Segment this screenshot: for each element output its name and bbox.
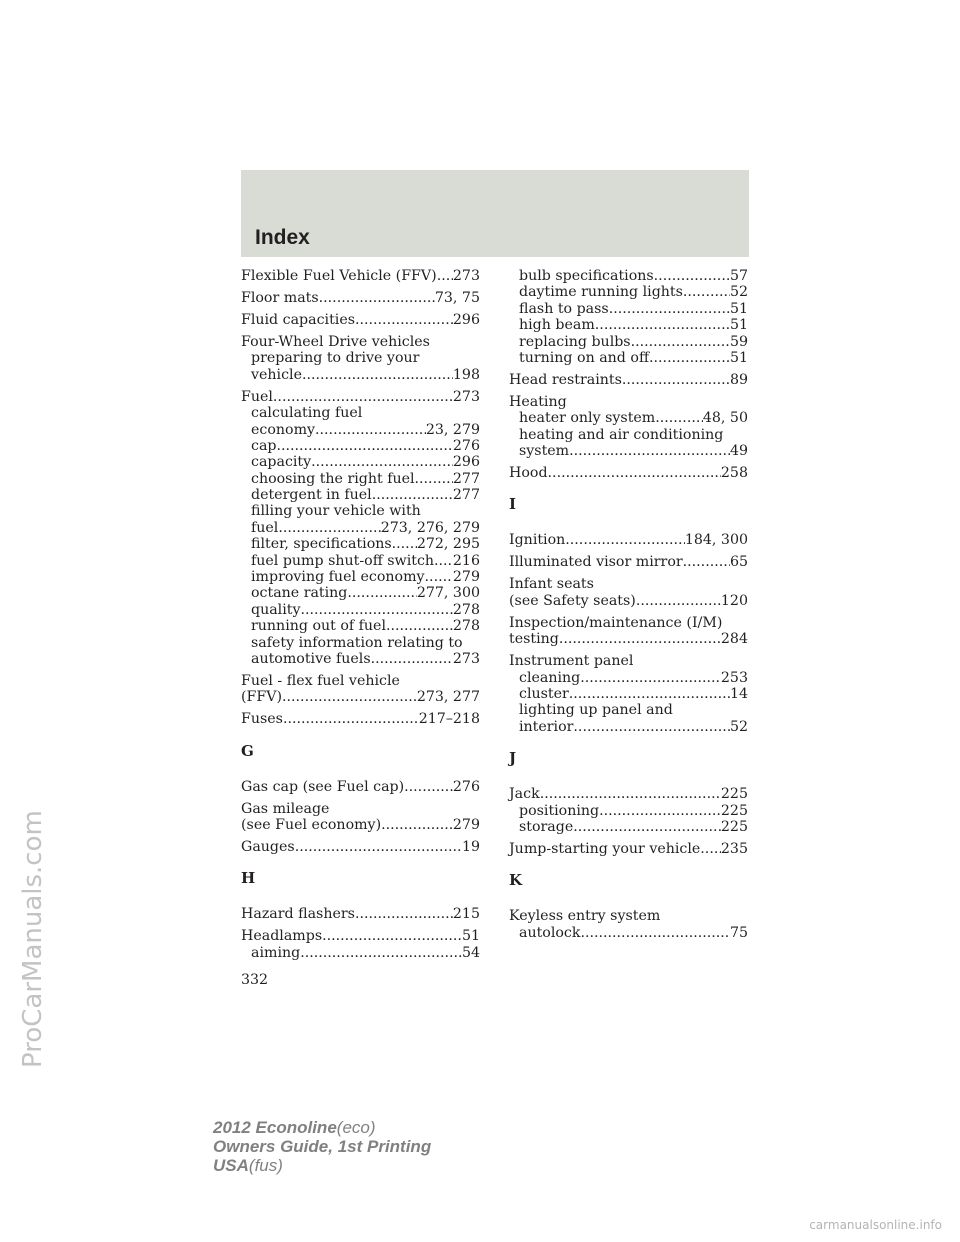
- footer-line-model: [213, 1118, 431, 1137]
- index-entry: [509, 465, 748, 481]
- index-subentry: [241, 536, 480, 552]
- entry-text: Fluid capacities: [241, 311, 355, 328]
- dot-leader: [654, 268, 730, 284]
- dot-leader: [649, 350, 730, 366]
- entry-text: Instrument panel: [509, 653, 634, 670]
- entry-page-ref: 57: [729, 268, 748, 284]
- dot-leader: [355, 906, 453, 922]
- footer-region-code: (fus): [248, 1156, 283, 1175]
- index-subentry: [241, 422, 480, 438]
- index-subentry: [509, 686, 748, 702]
- entry-text: filter, specifications: [251, 536, 392, 553]
- entry-page-ref: 276: [452, 437, 480, 454]
- index-subentry: [509, 702, 748, 718]
- watermark: ProCarManuals.com: [18, 810, 48, 1068]
- index-entry: [241, 389, 480, 668]
- dot-leader: [540, 786, 721, 802]
- index-entry-line: [509, 653, 748, 669]
- entry-page-ref: 51: [461, 928, 480, 945]
- dot-leader: [300, 945, 462, 961]
- index-subentry: [509, 670, 748, 686]
- dot-leader: [278, 520, 380, 536]
- entry-page-ref: 120: [720, 592, 748, 609]
- entry-page-ref: 258: [720, 465, 748, 482]
- dot-leader: [580, 670, 721, 686]
- index-subentry: [509, 803, 748, 819]
- dot-leader: [322, 928, 462, 944]
- entry-text: Fuses: [241, 711, 283, 728]
- entry-page-ref: 51: [729, 349, 748, 366]
- page-number: 332: [241, 972, 269, 988]
- entry-text: (see Safety seats): [509, 592, 636, 609]
- dot-leader: [319, 290, 435, 306]
- footer-region: USA: [213, 1156, 249, 1175]
- entry-page-ref: 14: [729, 685, 748, 702]
- index-subentry: [241, 454, 480, 470]
- index-entry-line: [509, 593, 748, 609]
- dot-leader: [569, 686, 730, 702]
- entry-text: (FFV): [241, 689, 283, 706]
- entry-text: interior: [519, 718, 574, 735]
- entry-page-ref: 277: [452, 487, 480, 504]
- entry-text: testing: [509, 631, 559, 648]
- entry-page-ref: 51: [729, 300, 748, 317]
- index-entry-line: [241, 817, 480, 833]
- index-entry-line: [509, 576, 748, 592]
- footer-line-region: [213, 1156, 431, 1175]
- index-entry-line: [241, 290, 480, 306]
- index-entry: [241, 801, 480, 834]
- dot-leader: [599, 803, 721, 819]
- dot-leader: [573, 819, 721, 835]
- entry-text: autolock: [519, 924, 581, 941]
- dot-leader: [683, 284, 730, 300]
- index-subentry: [241, 635, 480, 651]
- entry-page-ref: 75: [729, 924, 748, 941]
- index-entry-line: [241, 839, 480, 855]
- entry-text: improving fuel economy: [251, 569, 425, 586]
- dot-leader: [381, 817, 453, 833]
- dot-leader: [283, 711, 419, 727]
- entry-page-ref: 65: [729, 554, 748, 571]
- index-entry-line: [509, 841, 748, 857]
- index-subentry: [241, 945, 480, 961]
- entry-page-ref: 54: [461, 944, 480, 961]
- entry-text: heating and air conditioning: [519, 426, 724, 443]
- index-entry: [509, 554, 748, 570]
- entry-page-ref: 296: [452, 311, 480, 328]
- entry-page-ref: 89: [729, 371, 748, 388]
- dot-leader: [371, 651, 453, 667]
- index-entry: [509, 653, 748, 735]
- index-entry-line: [241, 268, 480, 284]
- dot-leader: [277, 438, 453, 454]
- index-entry: [241, 673, 480, 706]
- dot-leader: [609, 301, 730, 317]
- dot-leader: [347, 585, 416, 601]
- dot-leader: [655, 410, 703, 426]
- dot-leader: [386, 618, 453, 634]
- entry-page-ref: 277, 300: [416, 585, 480, 602]
- index-entry: [509, 576, 748, 609]
- index-entry: [509, 615, 748, 648]
- index-subentry: [509, 268, 748, 284]
- index-subentry: [509, 334, 748, 350]
- index-entry: [241, 334, 480, 383]
- dot-leader: [683, 554, 730, 570]
- entry-page-ref: 279: [452, 569, 480, 586]
- footer-line-guide: [213, 1137, 431, 1156]
- entry-text: cleaning: [519, 669, 581, 686]
- entry-text: safety information relating to: [251, 634, 463, 651]
- entry-text: cluster: [519, 685, 569, 702]
- entry-text: Illuminated visor mirror: [509, 554, 683, 571]
- entry-page-ref: 235: [720, 840, 748, 857]
- entry-text: Gauges: [241, 839, 295, 856]
- index-section-letter: H: [241, 869, 256, 888]
- entry-text: capacity: [251, 454, 312, 471]
- footer: [213, 1118, 431, 1175]
- entry-page-ref: 272, 295: [416, 536, 480, 553]
- dot-leader: [315, 422, 426, 438]
- entry-page-ref: 73, 75: [434, 289, 480, 306]
- entry-text: filling your vehicle with: [251, 503, 421, 520]
- dot-leader: [548, 465, 721, 481]
- entry-text: Gas mileage: [241, 800, 330, 817]
- page-title: Index: [255, 226, 310, 249]
- dot-leader: [355, 312, 453, 328]
- index-subentry: [509, 317, 748, 333]
- index-subentry: [241, 438, 480, 454]
- dot-leader: [282, 689, 417, 705]
- index-entry: [241, 268, 480, 284]
- entry-text: lighting up panel and: [519, 702, 673, 719]
- dot-leader: [392, 536, 417, 552]
- entry-page-ref: 284: [720, 631, 748, 648]
- entry-page-ref: 48, 50: [702, 410, 748, 427]
- entry-page-ref: 59: [729, 333, 748, 350]
- entry-text: vehicle: [251, 366, 302, 383]
- entry-text: Hood: [509, 465, 548, 482]
- entry-page-ref: 217–218: [418, 711, 480, 728]
- index-entry-line: [241, 689, 480, 705]
- entry-text: Jack: [509, 786, 540, 803]
- index-entry-line: [509, 631, 748, 647]
- entry-text: heater only system: [519, 410, 656, 427]
- index-entry-line: [509, 532, 748, 548]
- index-subentry: [241, 471, 480, 487]
- index-entry-line: [509, 394, 748, 410]
- entry-page-ref: 52: [729, 718, 748, 735]
- index-subentry: [241, 405, 480, 421]
- index-subentry: [241, 487, 480, 503]
- index-entry-line: [241, 928, 480, 944]
- entry-text: Flexible Fuel Vehicle (FFV): [241, 268, 437, 284]
- index-entry-line: [509, 615, 748, 631]
- entry-page-ref: 273, 277: [416, 689, 480, 706]
- dot-leader: [559, 631, 721, 647]
- entry-text: bulb specifications: [519, 268, 654, 284]
- index-entry-line: [509, 554, 748, 570]
- entry-text: Head restraints: [509, 371, 622, 388]
- index-entry-line: [509, 908, 748, 924]
- index-entry: [241, 906, 480, 922]
- dot-leader: [595, 317, 730, 333]
- entry-text: choosing the right fuel: [251, 470, 415, 487]
- dot-leader: [622, 372, 730, 388]
- index-entry-line: [241, 673, 480, 689]
- entry-page-ref: 279: [452, 817, 480, 834]
- entry-page-ref: 23, 279: [425, 421, 480, 438]
- site-watermark: carmanualsonline.info: [809, 1218, 942, 1232]
- index-entry-line: [241, 779, 480, 795]
- index-subentry: [509, 925, 748, 941]
- entry-text: Infant seats: [509, 576, 594, 593]
- dot-leader: [631, 334, 730, 350]
- header-band: [241, 170, 749, 257]
- index-subentry: [241, 618, 480, 634]
- index-subentry: [509, 350, 748, 366]
- index-section-letter: J: [509, 749, 517, 768]
- index-subentry: [241, 602, 480, 618]
- entry-text: (see Fuel economy): [241, 817, 382, 834]
- dot-leader: [434, 553, 453, 569]
- entry-text: octane rating: [251, 585, 348, 602]
- entry-page-ref: 296: [452, 454, 480, 471]
- entry-text: high beam: [519, 317, 595, 334]
- entry-page-ref: 277: [452, 470, 480, 487]
- dot-leader: [404, 779, 453, 795]
- index-entry: [241, 779, 480, 795]
- entry-text: automotive fuels: [251, 650, 371, 667]
- entry-text: Inspection/maintenance (I/M): [509, 614, 723, 631]
- index-subentry: [241, 503, 480, 519]
- entry-text: cap: [251, 437, 277, 454]
- entry-page-ref: 253: [720, 669, 748, 686]
- entry-text: Keyless entry system: [509, 908, 661, 925]
- dot-leader: [700, 841, 721, 857]
- entry-text: replacing bulbs: [519, 333, 631, 350]
- index-subentry: [509, 719, 748, 735]
- entry-page-ref: 273: [452, 388, 480, 405]
- dot-leader: [636, 593, 721, 609]
- entry-page-ref: 51: [729, 317, 748, 334]
- dot-leader: [372, 487, 453, 503]
- index-entry-line: [241, 334, 480, 350]
- index-entry-line: [509, 465, 748, 481]
- entry-page-ref: 215: [452, 906, 480, 923]
- index-entry-line: [509, 372, 748, 388]
- entry-page-ref: 225: [720, 818, 748, 835]
- index-entry: [509, 532, 748, 548]
- index-entry: [509, 841, 748, 857]
- index-subentry: [241, 367, 480, 383]
- index-subentry: [241, 520, 480, 536]
- entry-text: preparing to drive your: [251, 350, 420, 367]
- dot-leader: [425, 569, 453, 585]
- entry-text: flash to pass: [519, 300, 609, 317]
- footer-model-code: (eco): [336, 1118, 376, 1137]
- entry-text: turning on and off: [519, 349, 650, 366]
- index-entry: [509, 394, 748, 460]
- index-section-letter: K: [509, 871, 523, 890]
- entry-text: calculating fuel: [251, 405, 363, 422]
- entry-page-ref: 184, 300: [684, 532, 748, 549]
- dot-leader: [580, 925, 729, 941]
- index-subentry: [241, 569, 480, 585]
- entry-text: fuel pump shut-off switch: [251, 552, 435, 569]
- entry-text: Jump-starting your vehicle: [509, 840, 701, 857]
- index-column-left: [241, 268, 480, 967]
- dot-leader: [415, 471, 453, 487]
- entry-text: fuel: [251, 519, 279, 536]
- entry-page-ref: 273, 276, 279: [380, 519, 480, 536]
- index-subentry: [241, 585, 480, 601]
- entry-text: aiming: [251, 944, 301, 961]
- entry-text: running out of fuel: [251, 618, 386, 635]
- index-subentry: [509, 443, 748, 459]
- entry-text: Gas cap (see Fuel cap): [241, 778, 405, 795]
- entry-text: Four-Wheel Drive vehicles: [241, 333, 430, 350]
- index-entry-line: [241, 312, 480, 328]
- entry-text: system: [519, 443, 570, 460]
- entry-text: Fuel - flex fuel vehicle: [241, 672, 400, 689]
- entry-page-ref: 19: [461, 839, 480, 856]
- index-entry: [509, 372, 748, 388]
- index-section-letter: I: [509, 495, 517, 514]
- entry-page-ref: 225: [720, 786, 748, 803]
- dot-leader: [295, 839, 462, 855]
- index-entry-line: [509, 786, 748, 802]
- index-entry-line: [241, 801, 480, 817]
- index-subentry: [241, 651, 480, 667]
- entry-page-ref: 278: [452, 618, 480, 635]
- index-subentry: [509, 284, 748, 300]
- entry-text: economy: [251, 421, 316, 438]
- index-entry: [241, 711, 480, 727]
- index-entry: [241, 290, 480, 306]
- index-entry-line: [241, 906, 480, 922]
- entry-text: detergent in fuel: [251, 487, 372, 504]
- entry-page-ref: 52: [729, 284, 748, 301]
- dot-leader: [573, 719, 730, 735]
- index-entry: [241, 839, 480, 855]
- entry-text: Headlamps: [241, 928, 323, 945]
- index-section-letter: G: [241, 741, 254, 760]
- entry-text: Hazard flashers: [241, 906, 355, 923]
- entry-text: Floor mats: [241, 289, 319, 306]
- index-entry-line: [241, 389, 480, 405]
- footer-model: 2012 Econoline: [213, 1118, 337, 1137]
- entry-page-ref: 273: [452, 268, 480, 284]
- entry-text: storage: [519, 818, 574, 835]
- index-entry: [241, 928, 480, 961]
- index-column-right: [509, 268, 748, 947]
- dot-leader: [437, 268, 453, 284]
- index-subentry: [509, 427, 748, 443]
- entry-page-ref: 273: [452, 650, 480, 667]
- entry-text: Heating: [509, 393, 567, 410]
- entry-page-ref: 198: [452, 366, 480, 383]
- entry-text: positioning: [519, 802, 600, 819]
- dot-leader: [565, 532, 685, 548]
- index-entry-line: [241, 711, 480, 727]
- entry-text: quality: [251, 601, 301, 618]
- dot-leader: [569, 443, 730, 459]
- dot-leader: [311, 454, 453, 470]
- index-subentry: [509, 410, 748, 426]
- entry-page-ref: 278: [452, 601, 480, 618]
- index-subentry: [509, 301, 748, 317]
- index-subentry: [241, 350, 480, 366]
- entry-page-ref: 49: [729, 443, 748, 460]
- entry-text: daytime running lights: [519, 284, 683, 301]
- index-entry: [509, 908, 748, 941]
- dot-leader: [302, 367, 453, 383]
- index-entry: [509, 268, 748, 366]
- dot-leader: [300, 602, 452, 618]
- entry-page-ref: 216: [452, 552, 480, 569]
- entry-page-ref: 225: [720, 802, 748, 819]
- index-subentry: [509, 819, 748, 835]
- index-entry: [509, 786, 748, 835]
- index-entry: [241, 312, 480, 328]
- index-subentry: [241, 553, 480, 569]
- footer-guide: Owners Guide, 1st Printing: [213, 1137, 432, 1156]
- entry-text: Ignition: [509, 532, 566, 549]
- entry-text: Fuel: [241, 388, 273, 405]
- entry-page-ref: 276: [452, 778, 480, 795]
- dot-leader: [273, 389, 453, 405]
